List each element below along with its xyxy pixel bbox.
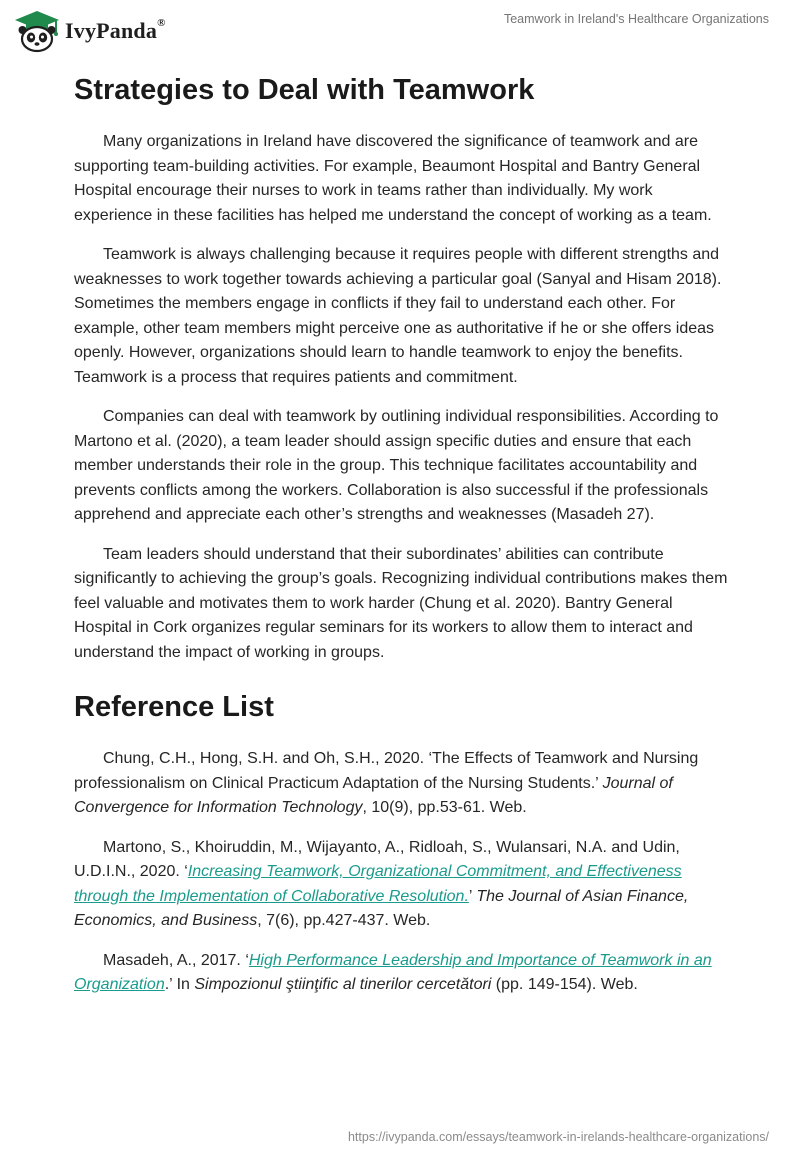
section-heading-references: Reference List <box>74 691 274 723</box>
panda-logo-icon <box>12 9 62 53</box>
journal-title: Simpozionul ştiinţific al tinerilor cercetători <box>194 976 492 993</box>
brand-name: IvyPanda® <box>65 16 166 43</box>
page-header <box>0 0 800 60</box>
source-url: https://ivypanda.com/essays/teamwork-in-irelands-healthcare-organizations/ <box>347 1130 769 1144</box>
running-title: Teamwork in Ireland's Healthcare Organizations <box>503 12 769 26</box>
reference-entry: Masadeh, A., 2017. ‘High Performance Leadership and Importance of Teamwork in an Organization.’ In Simpozionul ştiinţific al tinerilor cercetători (pp. 149-154). Web. <box>74 951 712 993</box>
reference-entry: Chung, C.H., Hong, S.H. and Oh, S.H., 2020. ‘The Effects of Teamwork and Nursing professionalism on Clinical Practicum Adaptation of the Nursing Students.’ Journal of Convergence for Information Technology, 10(9), pp.53-61. Web. <box>74 750 699 816</box>
section-heading-strategies: Strategies to Deal with Teamwork <box>74 74 535 106</box>
reference-link[interactable]: Increasing Teamwork, Organizational Commitment, and Effectiveness through the Implementation of Collaborative Resolution. <box>74 863 682 905</box>
body-paragraph: Many organizations in Ireland have discovered the significance of teamwork and are supporting team-building activities. For example, Beaumont Hospital and Bantry General Hospital encourage their nurses to work in teams rather than individually. My work experience in these facilities has helped me understand the concept of working as a team. <box>74 133 712 224</box>
body-paragraph: Teamwork is always challenging because it requires people with different strengths and weaknesses to work together towards achieving a particular goal (Sanyal and Hisam 2018). Sometimes the members engage in conflicts if they fail to understand each other. For example, other team members might perceive one as authoritative if he or she offers ideas openly. However, organizations should learn to handle teamwork to enjoy the benefits. Teamwork is a process that requires patients and commitment. <box>74 246 722 386</box>
journal-title: Journal of Convergence for Information Technology <box>74 774 673 816</box>
body-paragraph: Team leaders should understand that their subordinates’ abilities can contribute significantly to achieving the group’s goals. Recognizing individual contributions makes them feel valuable and motivates them to work harder (Chung et al. 2020). Bantry General Hospital in Cork organizes regular seminars for its workers to allow them to interact and understand the impact of working in groups. <box>74 545 728 661</box>
brand-logo[interactable] <box>12 9 166 53</box>
journal-title: The Journal of Asian Finance, Economics, and Business <box>74 887 689 929</box>
reference-link[interactable]: High Performance Leadership and Importance of Teamwork in an Organization <box>74 951 712 993</box>
body-paragraph: Companies can deal with teamwork by outlining individual responsibilities. According to Martono et al. (2020), a team leader should assign specific duties and ensure that each member understands their role in the group. This technique facilitates accountability and prevents conflicts among the workers. Collaboration is also successful if the professionals apprehend and appreciate each other’s strengths and weaknesses (Masadeh 27). <box>74 408 719 523</box>
essay-content <box>74 72 728 1013</box>
reference-entry: Martono, S., Khoiruddin, M., Wijayanto, A., Ridloah, S., Wulansari, N.A. and Udin, U.D.I.N., 2020. ‘Increasing Teamwork, Organizational Commitment, and Effectiveness through the Implementation of Collaborative Resolution.’ The Journal of Asian Finance, Economics, and Business, 7(6), pp.427-437. Web. <box>74 838 689 929</box>
